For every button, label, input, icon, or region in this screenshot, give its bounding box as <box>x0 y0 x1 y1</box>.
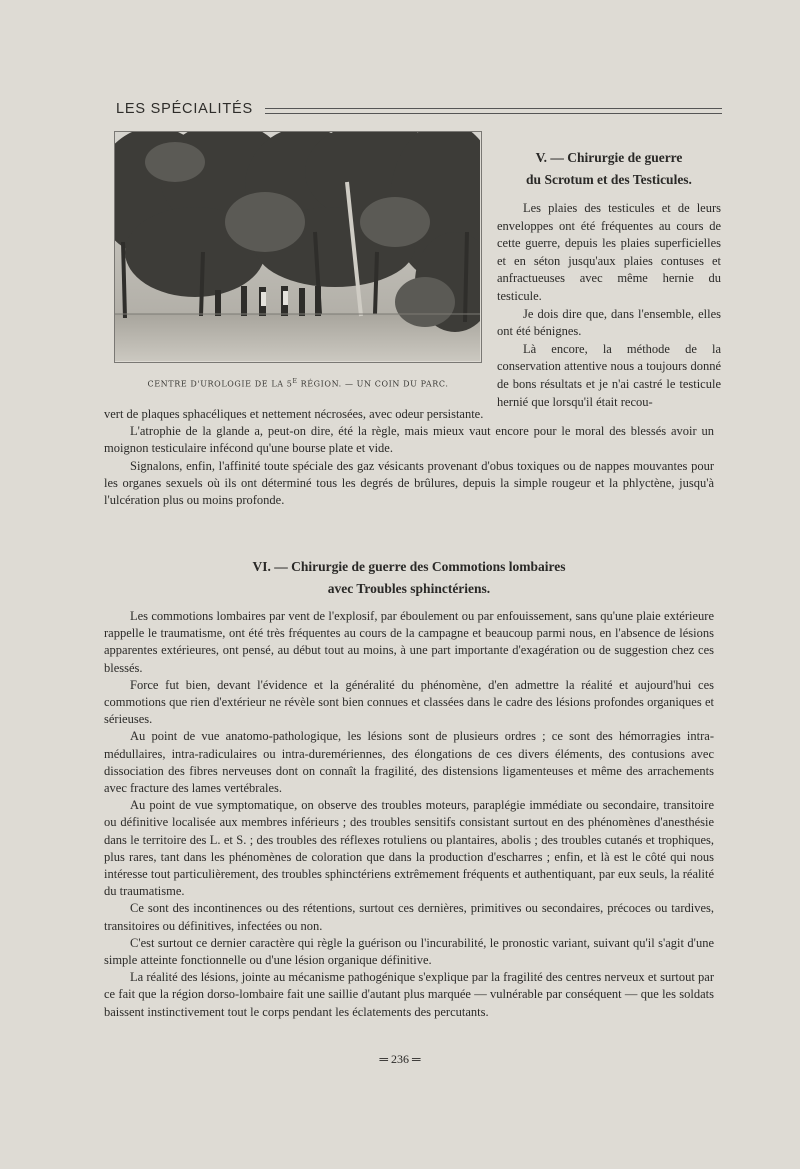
section-5-body <box>104 406 714 509</box>
section-6-title-line-1: VI. — Chirurgie de guerre des Commotions lombaires <box>252 559 566 574</box>
paragraph: Les commotions lombaires par vent de l'explosif, par éboulement ou par enfouissement, sans qu'une plaie extérieure rappelle le traumatisme, ont été très fréquentes au cours de la campagne et beaucoup parmi nous, en l'absence de lésions apparentes extérieures, ont pensé, au début tout au moins, à une part importante d'exagération ou de suggestion chez ces blessés. <box>104 609 714 675</box>
photo-caption <box>114 378 482 389</box>
paragraph: Force fut bien, devant l'évidence et la généralité du phénomène, d'en admettre la réalité et aujourd'hui ces commotions que rien d'extérieur ne révèle sont bien connues et classées dans le cadre des lésions profondes organiques et sérieuses. <box>104 677 714 727</box>
caption-superscript: E <box>292 378 298 385</box>
paragraph: L'atrophie de la glande a, peut-on dire, été la règle, mais mieux vaut encore pour le moral des blessés avoir un moignon testiculaire infécond qu'une bourse plate et vide. <box>104 424 714 456</box>
section-5-right-column <box>497 200 721 411</box>
caption-text-end: RÉGION. — UN COIN DU PARC. <box>297 379 449 389</box>
paragraph: Là encore, la méthode de la conservation attentive nous a toujours donné de bons résultats et je n'ai castré le testicule hernié que lorsqu'il était recou- <box>497 341 721 409</box>
paragraph-continuation: vert de plaques sphacéliques et nettement nécrosées, avec odeur persistante. <box>104 407 484 421</box>
running-head <box>116 99 722 119</box>
caption-text: CENTRE D'UROLOGIE DE LA 5 <box>147 379 293 389</box>
paragraph: Au point de vue symptomatique, on observe des troubles moteurs, paraplégie immédiate ou secondaire, transitoire ou définitive localisée aux membres inférieurs ; des troubles sensitifs consistant surtout en des phénomènes d'anesthésie dans le territoire des L. et S. ; des troubles des réflexes rotuliens ou plantaires, abolis ; des troubles cutanés et trophiques, plus rares, tant dans les phénomènes de coloration que dans la production d'escharres ; enfin, et là est le côté qui nous intéresse tout particulièrement, des troubles sphinctériens extrêmement fréquents et authentiquant, par eux seuls, la réalité du traumatisme. <box>104 798 714 899</box>
paragraph: Au point de vue anatomo-pathologique, les lésions sont de plusieurs ordres ; ce sont des hémorragies intra-médullaires, intra-radiculaires ou intra-duremériennes, des élongations de ces divers éléments, des contusions avec dissociation des fibres nerveuses dont on connaît la fragilité, des distensions ligamenteuses et même des arrachements avec fracture des lames vertébrales. <box>104 729 714 796</box>
page-number: ═ 236 ═ <box>379 1052 421 1066</box>
section-5-title <box>497 147 721 191</box>
paragraph: Ce sont des incontinences ou des rétentions, surtout ces dernières, primitives ou secondaires, précoces ou tardives, transitoires ou définitives, infectées ou non. <box>104 901 714 933</box>
park-photo-image <box>115 132 480 361</box>
section-6-title-line-2: avec Troubles sphinctériens. <box>327 581 491 596</box>
section-5-title-line-1: V. — Chirurgie de guerre <box>535 150 683 165</box>
paragraph: La réalité des lésions, jointe au mécanisme pathogénique s'explique par la fragilité des centres nerveux et surtout par ce fait que la région dorso-lombaire fait une saillie d'autant plus marquée — vulnérable par conséquent — que les soldats baissent instinctivement tout le corps pendant les éclatements des percutants. <box>104 970 714 1019</box>
paragraph: C'est surtout ce dernier caractère qui règle la guérison ou l'incurabilité, le pronostic variant, suivant qu'il s'agit d'une simple atteinte fonctionnelle ou d'une lésion organique définitive. <box>104 935 714 968</box>
paragraph: Signalons, enfin, l'affinité toute spéciale des gaz vésicants provenant d'obus toxiques ou de nappes mouvantes pour les organes sexuels où ils ont déterminé tous les degrés de brûlures, depuis la simple rougeur et la phlyctène, jusqu'à l'ulcération plus ou moins profonde. <box>104 458 714 508</box>
running-head-title: LES SPÉCIALITÉS <box>116 101 253 117</box>
section-5-title-line-2: du Scrotum et des Testicules. <box>526 172 692 187</box>
park-photograph <box>114 131 482 363</box>
running-head-rule <box>265 108 722 114</box>
paragraph: Les plaies des testicules et de leurs enveloppes ont été fréquentes au cours de cette guerre, depuis les plaies superficielles et en séton jusqu'aux plaies contuses et anfractueuses avec même hernie du testicule. <box>497 201 721 303</box>
section-6-body <box>104 608 714 1021</box>
section-6-title <box>104 556 714 600</box>
paragraph: Je dois dire que, dans l'ensemble, elles ont été bénignes. <box>497 306 721 339</box>
